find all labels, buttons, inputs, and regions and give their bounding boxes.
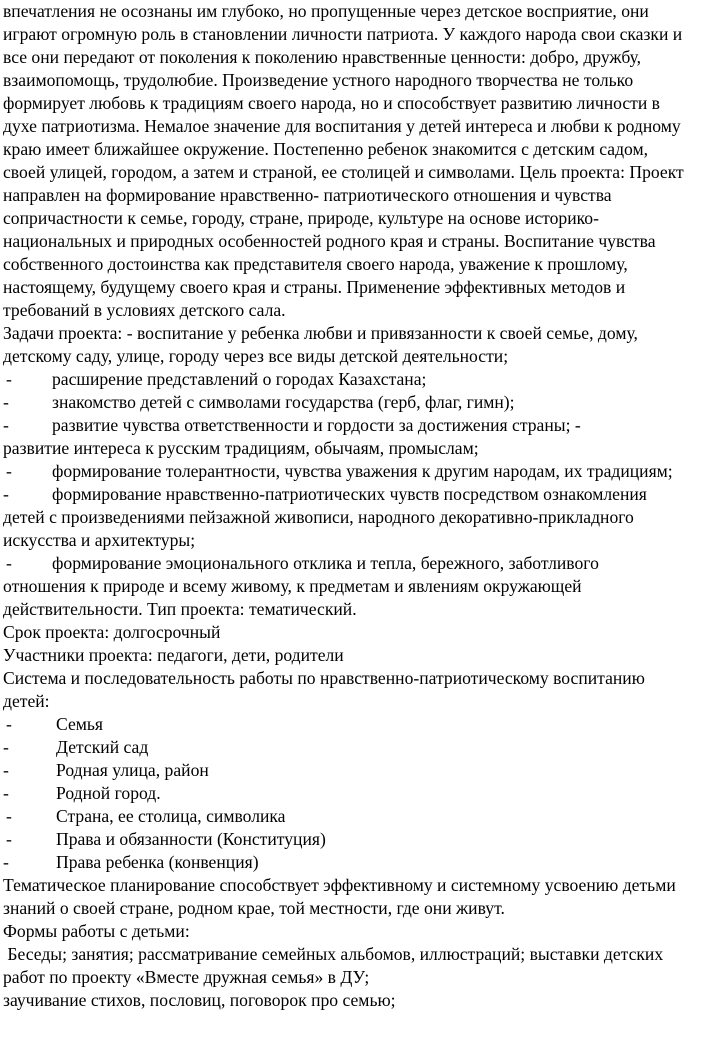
list-dash: - [6, 806, 12, 826]
text-line: духе патриотизма. Немалое значение для воспитания у детей интереса и любви к родному [3, 116, 681, 136]
list-item: развитие чувства ответственности и гордости за достижения страны; - [52, 415, 581, 435]
text-line: заучивание стихов, пословиц, поговорок про семью; [3, 990, 396, 1010]
text-line: национальных и природных особенностей родного края и страны. Воспитание чувства [3, 231, 656, 251]
list-item: Родной город. [56, 783, 161, 803]
list-dash: - [3, 484, 9, 504]
text-line: Тематическое планирование способствует эффективному и системному усвоению детьми [3, 875, 676, 895]
text-line: сопричастности к семье, городу, стране, природе, культуре на основе историко- [3, 208, 599, 228]
list-dash: - [6, 714, 12, 734]
text-line: краю имеет ближайшее окружение. Постепенно ребенок знакомится с детским садом, [3, 139, 649, 159]
text-line: играют огромную роль в становлении личности патриота. У каждого народа свои сказки и [3, 24, 683, 44]
list-dash: - [6, 553, 12, 573]
list-item-continuation: детей с произведениями пейзажной живописи, народного декоративно-прикладного [3, 507, 634, 527]
text-line: детскому саду, улице, городу через все виды детской деятельности; [3, 346, 509, 366]
list-item-continuation: развитие интереса к русским традициям, обычаям, промыслам; [3, 438, 479, 458]
text-line: впечатления не осознаны им глубоко, но пропущенные через детское восприятие, они [3, 1, 649, 21]
list-dash: - [3, 852, 9, 872]
text-line: направлен на формирование нравственно- патриотического отношения и чувства [3, 185, 612, 205]
text-line: формирует любовь к традициям своего народа, но и способствует развитию личности в [3, 93, 660, 113]
list-dash: - [6, 369, 12, 389]
text-line: своей улицей, городом, а затем и страной, ее столицей и символами. Цель проекта: Проект [3, 162, 684, 182]
text-line: требований в условиях детского сала. [3, 300, 286, 320]
text-line: собственного достоинства как представителя своего народа, уважение к прошлому, [3, 254, 628, 274]
list-item: Права и обязанности (Конституция) [56, 829, 326, 849]
text-line: детей: [3, 691, 50, 711]
list-dash: - [6, 461, 12, 481]
list-dash: - [3, 392, 9, 412]
list-item: Страна, ее столица, символика [56, 806, 286, 826]
list-item: формирование эмоционального отклика и тепла, бережного, заботливого [52, 553, 599, 573]
list-item: Родная улица, район [56, 760, 209, 780]
project-term: Срок проекта: долгосрочный [3, 622, 221, 642]
list-item: знакомство детей с символами государства (герб, флаг, гимн); [52, 392, 515, 412]
section-title: Формы работы с детьми: [3, 921, 190, 941]
list-item: расширение представлений о городах Казахстана; [52, 369, 427, 389]
text-line: Система и последовательность работы по нравственно-патриотическому воспитанию [3, 668, 645, 688]
list-item: Права ребенка (конвенция) [56, 852, 259, 872]
project-participants: Участники проекта: педагоги, дети, родители [3, 645, 344, 665]
text-line: работ по проекту «Вместе дружная семья» в ДУ; [3, 967, 370, 987]
list-dash: - [6, 829, 12, 849]
text-line: взаимопомощь, трудолюбие. Произведение устного народного творчества не только [3, 70, 634, 90]
list-item: Детский сад [56, 737, 149, 757]
list-dash: - [3, 415, 9, 435]
list-dash: - [3, 783, 9, 803]
text-line: знаний о своей стране, родном крае, той местности, где они живут. [3, 898, 505, 918]
list-item-continuation: действительности. Тип проекта: тематический. [3, 599, 357, 619]
list-item: формирование толерантности, чувства уважения к другим народам, их традициям; [52, 461, 673, 481]
text-line: настоящему, будущему своего края и страны. Применение эффективных методов и [3, 277, 626, 297]
text-line: Задачи проекта: - воспитание у ребенка любви и привязанности к своей семье, дому, [3, 323, 638, 343]
list-item-continuation: отношения к природе и всему живому, к предметам и явлениям окружающей [3, 576, 582, 596]
list-item-continuation: искусства и архитектуры; [3, 530, 196, 550]
list-dash: - [3, 737, 9, 757]
list-dash: - [3, 760, 9, 780]
text-line: все они передают от поколения к поколению нравственные ценности: добро, дружбу, [3, 47, 642, 67]
text-line: Беседы; занятия; рассматривание семейных альбомов, иллюстраций; выставки детских [3, 944, 664, 964]
list-item: Семья [56, 714, 104, 734]
list-item: формирование нравственно-патриотических чувств посредством ознакомления [52, 484, 647, 504]
